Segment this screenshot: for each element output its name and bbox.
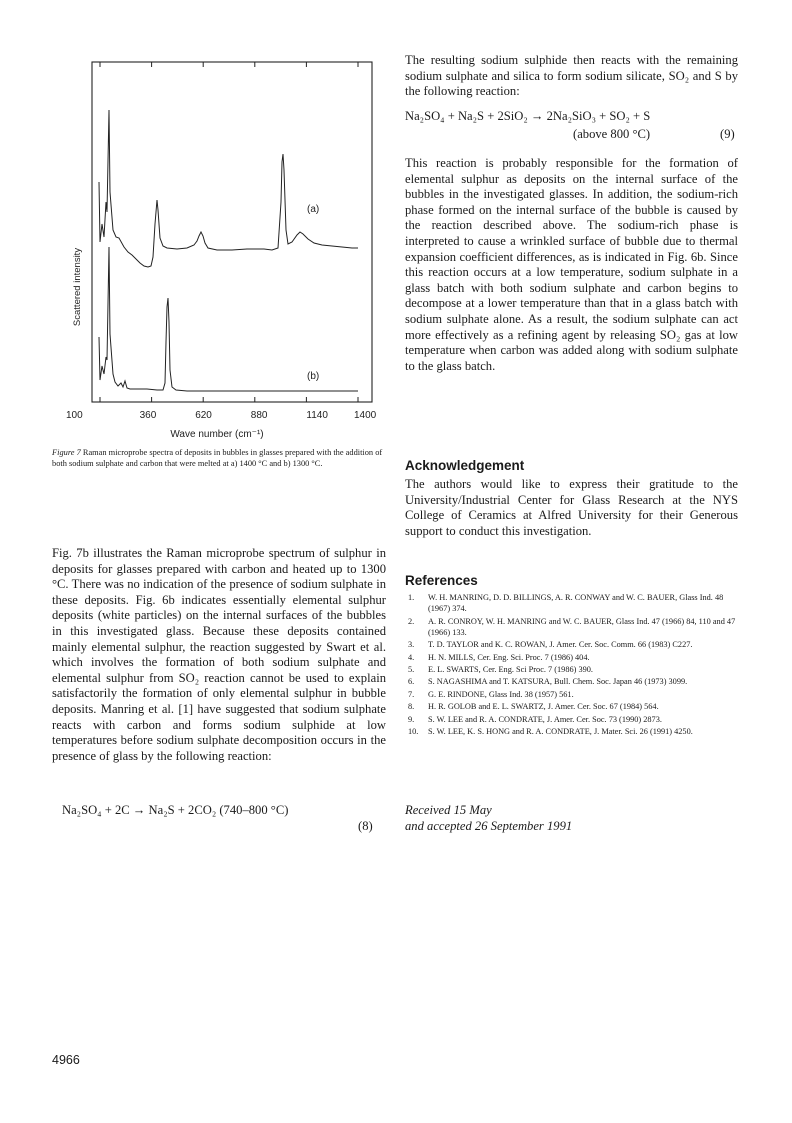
- figure-caption-text: Raman microprobe spectra of deposits in bubbles in glasses prepared with the addition of both sodium sulphate and carbon that were melted at a) 1400 °C and b) 1300 °C.: [52, 448, 383, 468]
- accepted-date: and accepted 26 September 1991: [405, 819, 573, 833]
- x-tick-label: 360: [139, 410, 157, 421]
- reference-item: 4. H. N. MILLS, Cer. Eng. Sci. Proc. 7 (1986) 404.: [408, 652, 590, 662]
- equation-9-number: (9): [720, 127, 735, 141]
- x-tick-label: 880: [250, 410, 268, 421]
- references-heading: References: [405, 573, 478, 588]
- reference-item: 9. S. W. LEE and R. A. CONDRATE, J. Amer. Cer. Soc. 73 (1990) 2873.: [408, 714, 662, 724]
- left-body-paragraph: Fig. 7b illustrates the Raman microprobe spectrum of sulphur in deposits for glasses prepared with carbon and heated up to 1300 °C. There was no indication of the presence of sodium sulphate in these deposits. Fig. 6b indicates essentially elemental sulphur deposits (white particles) on the internal surfaces of the bubbles in this investigated glass. Because these deposits contained mainly elemental sulphur, the reaction suggested by Swart et al. which involves the formation of both sodium sulphate and elemental sulphur from SO₂ reaction cannot be used to explain satisfactorily the formation of only elemental sulphur in bubble deposits. Manring et al. [1] have suggested that sodium sulphate reacts with carbon and forms sodium sulphide at low temperatures before sodium sulphate decomposition occurs in the presence of glass by the following reaction:: [52, 546, 386, 763]
- figure-caption: [52, 447, 386, 469]
- figure-7: [52, 52, 388, 442]
- reference-item: 1. W. H. MANRING, D. D. BILLINGS, A. R. CONWAY and W. C. BAUER, Glass Ind. 48 (1967) 374.: [408, 593, 724, 614]
- x-tick-label: 100: [66, 410, 83, 421]
- x-tick-label: 1400: [354, 410, 377, 421]
- series-label-a: (a): [307, 204, 320, 215]
- references-list: [408, 592, 739, 738]
- reference-item: 2. A. R. CONROY, W. H. MANRING and W. C. BAUER, Glass Ind. 47 (1966) 84, 110 and 47 (1966) 133.: [408, 616, 736, 637]
- reference-item: 5. E. L. SWARTS, Cer. Eng. Sci Proc. 7 (1986) 390.: [408, 664, 593, 674]
- equation-8: Na₂SO₄ + 2C → Na₂S + 2CO₂ (740–800 °C): [62, 803, 289, 817]
- right-intro-paragraph: The resulting sodium sulphide then reacts with the remaining sodium sulphate and silica to form sodium silicate, SO₂ and S by the following reaction:: [405, 53, 738, 99]
- equation-9: Na₂SO₄ + Na₂S + 2SiO₂ → 2Na₂SiO₃ + SO₂ + S: [405, 109, 651, 123]
- plot-frame: [92, 62, 372, 402]
- reference-item: 10. S. W. LEE, K. S. HONG and R. A. CONDRATE, J. Mater. Sci. 26 (1991) 4250.: [408, 726, 693, 736]
- acknowledgement-text: The authors would like to express their gratitude to the University/Industrial Center for Glass Research at the NYS College of Ceramics at Alfred University for their Generous support to conduct this investigation.: [405, 477, 738, 538]
- reference-item: 7. G. E. RINDONE, Glass Ind. 38 (1957) 561.: [408, 689, 574, 699]
- page-number: 4966: [52, 1053, 80, 1067]
- received-date: Received 15 May: [405, 803, 492, 817]
- reference-item: 6. S. NAGASHIMA and T. KATSURA, Bull. Chem. Soc. Japan 46 (1973) 3099.: [408, 677, 688, 687]
- reference-item: 3. T. D. TAYLOR and K. C. ROWAN, J. Amer. Cer. Soc. Comm. 66 (1983) C227.: [408, 640, 693, 650]
- figure-caption-label: Figure 7: [52, 448, 81, 457]
- x-tick-label: 1140: [306, 410, 328, 421]
- equation-9-condition: (above 800 °C): [573, 127, 651, 141]
- spectrum-line-a: [99, 110, 358, 267]
- right-body-paragraph: This reaction is probably responsible for the formation of elemental sulphur as deposits on the internal surface of the bubbles in the investigated glasses. In addition, the sodium-rich phase formed on the internal surface of the bubble is caused by the reaction described above. The sodium-rich phase is interpreted to cause a wrinkled surface of bubble due to thermal expansion coefficient differences, as is indicated in Fig. 6b. Since this reaction occurs at a low temperature, sodium sulphate in a glass batch with both sodium sulphate and carbon begins to decompose at a lower temperature than that in a glass batch with sodium sulphate alone. As a result, the sodium sulphate can act more effectively as a refining agent by releasing SO₂ gas at low temperature when carbon was added along with sodium sulphate to the glass batch.: [405, 156, 738, 373]
- equation-8-number: (8): [358, 819, 373, 833]
- x-tick-label: 620: [195, 410, 212, 421]
- x-axis-label: Wave number (cm⁻¹): [170, 429, 264, 440]
- reference-item: 8. H. R. GOLOB and E. L. SWARTZ, J. Amer. Cer. Soc. 67 (1984) 564.: [408, 702, 659, 712]
- acknowledgement-heading: Acknowledgement: [405, 458, 525, 473]
- y-axis-label: Scattered intensity: [72, 247, 83, 327]
- spectrum-line-b: [99, 247, 358, 391]
- series-label-b: (b): [307, 371, 320, 382]
